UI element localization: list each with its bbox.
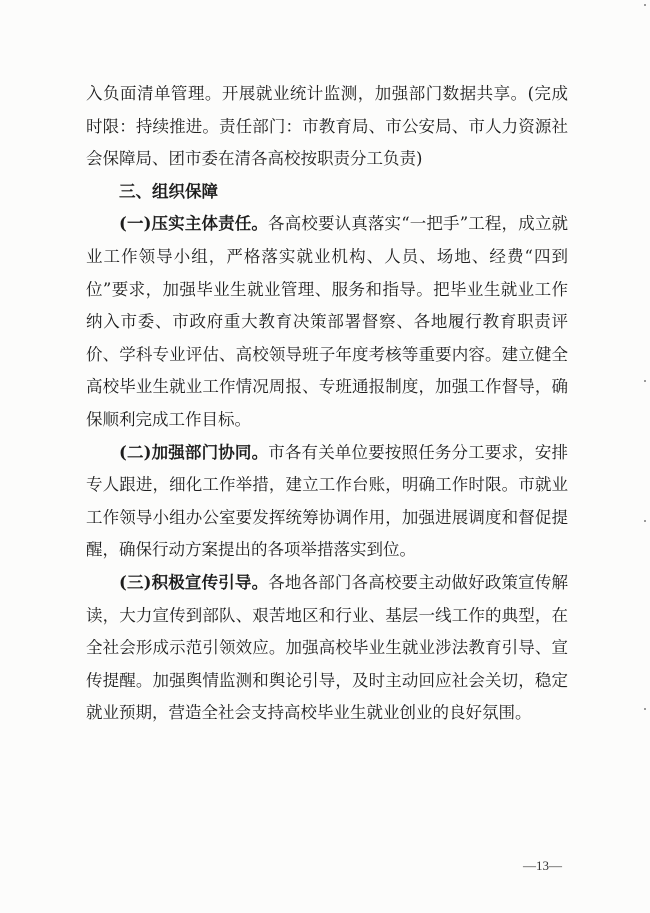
paragraph-responsibility-title: (一)压实主体责任。 (119, 214, 269, 234)
page-number: —13— (523, 858, 562, 873)
paragraph-publicity-title: (三)积极宣传引导。 (119, 572, 269, 592)
paragraph-publicity-body: 各地各部门各高校要主动做好政策宣传解读，大力宣传到部队、艰苦地区和行业、基层一线工作的典型，在全社会形成示范引领效应。加强高校毕业生就业涉法教育引导、宣传提醒。加强舆情监测和舆论引导，及时主动回应社会关切，稳定就业预期，营造全社会支持高校毕业生就业创业的良好氛围。 (86, 572, 568, 723)
paragraph-coordination-body: 市各有关单位要按照任务分工要求，安排专人跟进，细化工作举措，建立工作台账，明确工作时限。市就业工作领导小组办公室要发挥统筹协调作用，加强进展调度和督促提醒，确保行动方案提出的各项举措落实到位。 (86, 442, 568, 560)
paragraph-coordination-title: (二)加强部门协同。 (119, 442, 269, 462)
section-heading: 三、组织保障 (119, 181, 218, 201)
paragraph-publicity (86, 567, 568, 730)
document-body (86, 78, 568, 730)
scan-mark (644, 520, 646, 522)
scan-mark (644, 4, 646, 6)
paragraph-coordination (86, 437, 568, 567)
scan-mark (644, 380, 646, 382)
paragraph-employment-monitoring: 入负面清单管理。开展就业统计监测，加强部门数据共享。(完成时限：持续推进。责任部门：市教育局、市公安局、市人力资源社会保障局、团市委在清各高校按职责分工负责) (86, 84, 568, 169)
scan-mark (644, 708, 646, 710)
paragraph-responsibility (86, 208, 568, 436)
paragraph-responsibility-body: 各高校要认真落实“一把手”工程，成立就业工作领导小组，严格落实就业机构、人员、场地、经费“四到位”要求，加强毕业生就业管理、服务和指导。把毕业生就业工作纳入市委、市政府重大教育决策部署督察、各地履行教育职责评价、学科专业评估、高校领导班子年度考核等重要内容。建立健全高校毕业生就业工作情况周报、专班通报制度，加强工作督导，确保顺利完成工作目标。 (86, 214, 568, 429)
